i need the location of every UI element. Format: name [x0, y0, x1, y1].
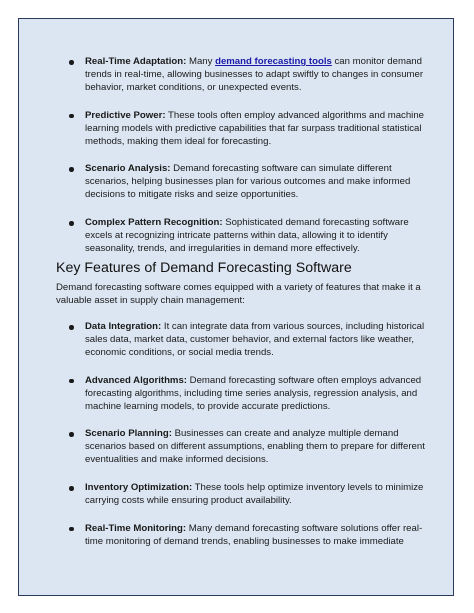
- item-title: Data Integration:: [85, 321, 162, 332]
- item-title: Inventory Optimization:: [85, 482, 193, 494]
- item-title: Scenario Analysis:: [85, 163, 171, 175]
- list-item: [19, 110, 453, 149]
- item-text: These tools often employ advanced algorithms and machine learning models with predictive capabilities that far surpass traditional statistical methods, making them ideal for forecasting.: [85, 109, 424, 147]
- bullet-dot: [69, 486, 74, 491]
- list-item: [19, 523, 453, 549]
- item-text: Sophisticated demand forecasting software excels at recognizing intricate patterns within data, allowing it to identify seasonality, trends, and irregularities in demand more effectively.: [85, 217, 409, 254]
- item-title: Predictive Power:: [85, 109, 166, 121]
- list-item: [19, 56, 453, 95]
- item-text: These tools help optimize inventory levels to minimize carrying costs while ensuring product availability.: [85, 482, 424, 507]
- bullet-dot: [69, 167, 74, 172]
- features-list: [19, 321, 453, 549]
- item-text: It can integrate data from various sources, including historical sales data, market data, customer behavior, and external factors like weather, economic conditions, or social media trends.: [85, 321, 425, 358]
- spacer: [19, 95, 453, 110]
- bullet-dot: [69, 325, 74, 330]
- item-text: Demand forecasting software can simulate different scenarios, helping businesses plan for various outcomes and make informed decisions to mitigate risks and seize opportunities.: [85, 163, 411, 201]
- item-title: Scenario Planning:: [85, 428, 172, 440]
- list-item: [19, 321, 453, 360]
- section-heading: Key Features of Demand Forecasting Software: [56, 260, 352, 276]
- item-text: Many: [186, 56, 216, 67]
- demand-forecasting-tools-link[interactable]: demand forecasting tools: [215, 56, 332, 67]
- spacer: [19, 508, 453, 523]
- spacer: [19, 202, 453, 217]
- spacer: [19, 360, 453, 375]
- list-item: [19, 375, 453, 414]
- item-text: Businesses can create and analyze multiple demand scenarios based on different assumptions, enabling them to prepare for different eventualities and make informed decisions.: [85, 428, 425, 466]
- bullet-dot: [69, 221, 74, 226]
- list-item: [19, 482, 453, 508]
- item-text: can monitor demand trends in real-time, allowing businesses to adapt swiftly to changes in consumer behavior, market conditions, or unexpected events.: [85, 56, 424, 93]
- item-text: Demand forecasting software often employs advanced forecasting algorithms, including time series analysis, regression analysis, and machine learning models, to provide accurate predictions.: [85, 374, 422, 412]
- intro-paragraph: Demand forecasting software comes equipped with a variety of features that make it a valuable asset in supply chain management:: [56, 282, 421, 306]
- item-title: Complex Pattern Recognition:: [85, 217, 223, 229]
- item-title: Advanced Algorithms:: [85, 374, 187, 386]
- bullet-dot: [69, 114, 74, 119]
- document-page: [18, 18, 454, 596]
- list-item: [19, 217, 453, 256]
- spacer: [19, 413, 453, 428]
- spacer: [19, 148, 453, 163]
- item-title: Real-Time Adaptation:: [85, 56, 187, 67]
- bullet-dot: [69, 527, 74, 532]
- list-item: [19, 163, 453, 202]
- bullet-dot: [69, 432, 74, 437]
- spacer: [19, 467, 453, 482]
- list-item: [19, 428, 453, 467]
- bullet-dot: [69, 379, 74, 384]
- item-title: Real-Time Monitoring:: [85, 522, 187, 534]
- item-text: Many demand forecasting software solutions offer real-time monitoring of demand trends, enabling businesses to make immediate: [85, 522, 423, 547]
- bullet-dot: [69, 60, 74, 65]
- benefits-list: [19, 56, 453, 256]
